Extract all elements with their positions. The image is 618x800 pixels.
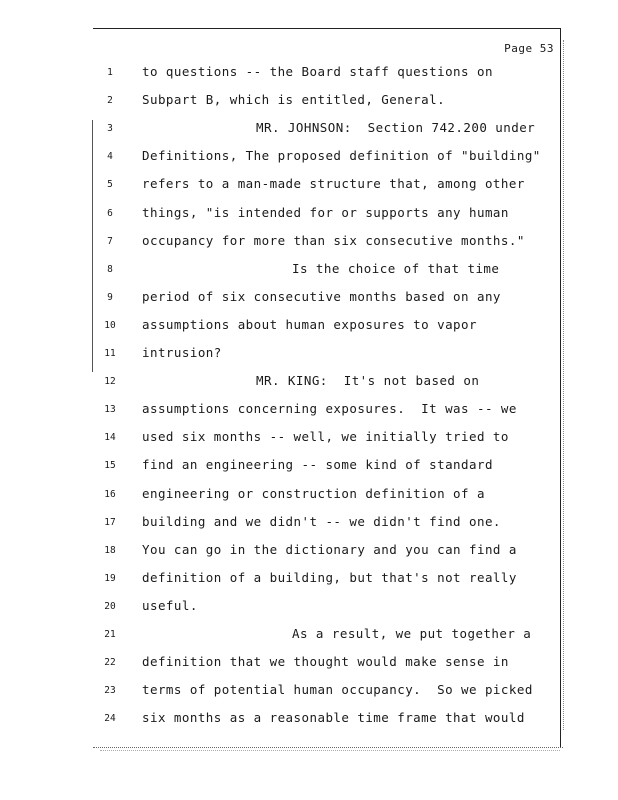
line-number: 10: [104, 319, 116, 331]
line-text: MR. JOHNSON: Section 742.200 under: [256, 120, 536, 136]
transcript-line: [0, 176, 618, 196]
line-number: 15: [104, 460, 116, 472]
line-text: refers to a man-made structure that, among other: [142, 176, 525, 192]
line-text: definition that we thought would make sense in: [142, 654, 509, 670]
line-number: 20: [104, 600, 116, 612]
line-text: terms of potential human occupancy. So we picked: [142, 682, 533, 698]
transcript-line: [0, 570, 618, 590]
transcript-line: [0, 261, 618, 281]
line-text: You can go in the dictionary and you can find a: [142, 541, 517, 557]
line-number: 16: [104, 488, 116, 500]
line-text: find an engineering -- some kind of standard: [142, 457, 493, 473]
transcript-line: [0, 429, 618, 449]
line-number: 24: [104, 713, 116, 725]
transcript-line: [0, 233, 618, 253]
transcript-line: [0, 626, 618, 646]
line-text: MR. KING: It's not based on: [256, 373, 480, 389]
line-text: engineering or construction definition of a: [142, 485, 485, 501]
transcript-line: [0, 148, 618, 168]
line-text: building and we didn't -- we didn't find one.: [142, 513, 501, 529]
line-text: Definitions, The proposed definition of "building": [142, 148, 541, 164]
line-text: used six months -- well, we initially tried to: [142, 429, 509, 445]
line-number: 2: [107, 95, 113, 107]
transcript-line: [0, 542, 618, 562]
line-text: six months as a reasonable time frame that would: [142, 710, 525, 726]
line-number: 11: [104, 348, 116, 359]
line-number: 4: [107, 151, 113, 163]
transcript-line: [0, 710, 618, 730]
line-number: 1: [107, 67, 113, 78]
line-number: 3: [107, 123, 113, 135]
line-number: 8: [107, 263, 113, 275]
line-text: Is the choice of that time: [292, 260, 500, 276]
transcript-line: [0, 598, 618, 618]
transcript-line: [0, 92, 618, 112]
line-text: period of six consecutive months based on any: [142, 288, 501, 304]
transcript-line: [0, 486, 618, 506]
transcript-line: [0, 401, 618, 421]
line-number: 12: [104, 376, 116, 388]
line-number: 5: [107, 179, 113, 191]
line-number: 18: [104, 544, 116, 556]
page-number: Page 53: [504, 42, 554, 55]
line-text: As a result, we put together a: [292, 626, 532, 641]
line-text: assumptions about human exposures to vapor: [142, 316, 477, 332]
line-text: useful.: [142, 597, 198, 613]
transcript-line: [0, 64, 618, 84]
line-number: 9: [107, 291, 113, 303]
transcript-line: [0, 682, 618, 702]
line-number: 19: [104, 572, 116, 584]
transcript-line: [0, 289, 618, 309]
transcript-line: [0, 345, 618, 365]
transcript-line: [0, 373, 618, 393]
line-text: occupancy for more than six consecutive months.": [142, 232, 525, 248]
line-text: intrusion?: [142, 345, 222, 360]
line-number: 7: [107, 235, 113, 247]
line-number: 6: [107, 207, 113, 219]
line-number: 23: [104, 685, 116, 697]
transcript-line: [0, 205, 618, 225]
line-number: 22: [104, 657, 116, 669]
line-text: to questions -- the Board staff questions on: [142, 64, 493, 79]
transcript-line: [0, 317, 618, 337]
transcript-line: [0, 120, 618, 140]
line-number: 17: [104, 516, 116, 528]
line-text: assumptions concerning exposures. It was -- we: [142, 401, 517, 417]
line-text: things, "is intended for or supports any human: [142, 204, 509, 220]
transcript-line: [0, 514, 618, 534]
line-number: 21: [104, 629, 116, 640]
transcript-line: [0, 457, 618, 477]
line-number: 14: [104, 432, 116, 444]
transcript-line: [0, 654, 618, 674]
line-number: 13: [104, 404, 116, 416]
line-text: definition of a building, but that's not really: [142, 569, 517, 585]
line-text: Subpart B, which is entitled, General.: [142, 92, 446, 108]
